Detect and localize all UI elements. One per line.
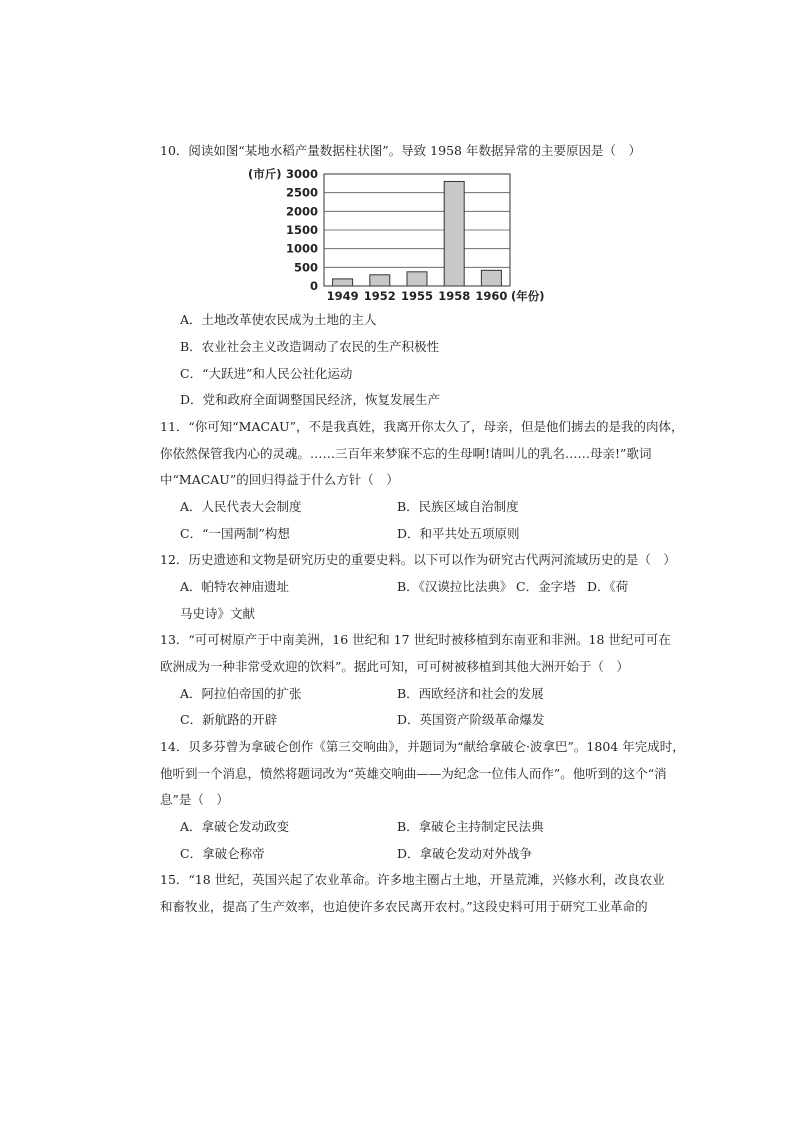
rice-yield-bar-chart bbox=[248, 164, 545, 306]
y-tick-label: 1000 bbox=[285, 241, 318, 256]
q14-option-a: A．拿破仑发动政变 bbox=[180, 819, 290, 834]
q11-option-a: A．人民代表大会制度 bbox=[180, 499, 302, 514]
x-axis-unit-label: (年份) bbox=[511, 289, 545, 303]
question-14-stem-line2: 他听到一个消息，愤然将题词改为“英雄交响曲——为纪念一位伟人而作”。他听到的这个“消 bbox=[160, 766, 667, 781]
q13-option-c: C．新航路的开辟 bbox=[180, 712, 278, 727]
q14-option-c: C．拿破仑称帝 bbox=[180, 846, 265, 861]
chart-svg bbox=[248, 164, 545, 306]
q11-option-b: B．民族区域自治制度 bbox=[397, 499, 519, 514]
question-10-stem: 10．阅读如图“某地水稻产量数据柱状图”。导致 1958 年数据异常的主要原因是（ ） bbox=[160, 143, 641, 158]
question-11-stem-line2: 你依然保管我内心的灵魂。……三百年来梦寐不忘的生母啊!请叫儿的乳名……母亲!”歌词 bbox=[160, 446, 652, 461]
question-14-stem-line1: 14．贝多芬曾为拿破仑创作《第三交响曲》，并题词为“献给拿破仑·波拿巴”。1804 年完成时， bbox=[160, 739, 685, 754]
q12-option-d-part2: 马史诗》文献 bbox=[180, 606, 256, 621]
question-11-stem-line1: 11．“你可知“MACAU”，不是我真姓，我离开你太久了，母亲，但是他们掳去的是我的肉体， bbox=[160, 419, 684, 434]
question-15-stem-line1: 15．“18 世纪，英国兴起了农业革命。许多地主圈占土地，开垦荒滩，兴修水利，改良农业 bbox=[160, 872, 665, 887]
q12-option-c: C．金字塔 bbox=[516, 579, 576, 594]
bar-1958 bbox=[444, 181, 464, 286]
q14-option-d: D．拿破仑发动对外战争 bbox=[397, 846, 533, 861]
x-tick-label: 1958 bbox=[438, 289, 471, 303]
bar-1952 bbox=[370, 275, 390, 286]
x-tick-label: 1955 bbox=[400, 289, 434, 303]
x-tick-label: 1949 bbox=[326, 289, 359, 303]
q11-option-c: C．“一国两制”构想 bbox=[180, 526, 290, 541]
bar-1955 bbox=[407, 272, 427, 286]
q10-option-b: B．农业社会主义改造调动了农民的生产积极性 bbox=[180, 339, 440, 354]
question-15-stem-line2: 和畜牧业，提高了生产效率，也迫使许多农民离开农村。”这段史料可用于研究工业革命的 bbox=[160, 899, 648, 914]
y-tick-label: 1500 bbox=[285, 223, 318, 237]
bar-1960 bbox=[481, 270, 501, 286]
x-tick-label: 1960 bbox=[475, 289, 508, 303]
q13-option-d: D．英国资产阶级革命爆发 bbox=[397, 712, 545, 727]
y-tick-label: 3000 bbox=[285, 167, 318, 181]
y-tick-label: 0 bbox=[309, 279, 318, 293]
q12-option-a: A．帕特农神庙遗址 bbox=[180, 579, 290, 594]
y-tick-label: 2000 bbox=[285, 204, 318, 219]
q10-option-a: A．土地改革使农民成为土地的主人 bbox=[180, 312, 377, 327]
question-13-stem-line1: 13．“可可树原产于中南美洲，16 世纪和 17 世纪时被移植到东南亚和非洲。18 世纪可可在 bbox=[160, 632, 671, 647]
q13-option-a: A．阿拉伯帝国的扩张 bbox=[180, 686, 302, 701]
q12-option-d-part1: D．《荷 bbox=[587, 579, 629, 594]
question-13-stem-line2: 欧洲成为一种非常受欢迎的饮料”。据此可知，可可树被移植到其他大洲开始于（ ） bbox=[160, 659, 629, 674]
q12-option-b: B．《汉谟拉比法典》 bbox=[397, 579, 513, 594]
x-tick-label: 1952 bbox=[363, 289, 396, 303]
q14-option-b: B．拿破仑主持制定民法典 bbox=[397, 819, 544, 834]
question-12-stem: 12．历史遗迹和文物是研究历史的重要史料。以下可以作为研究古代两河流域历史的是（ ） bbox=[160, 552, 676, 567]
y-tick-label: 500 bbox=[293, 260, 318, 275]
y-axis-unit-label: (市斤) bbox=[248, 167, 282, 181]
q10-option-c: C．“大跃进”和人民公社化运动 bbox=[180, 366, 353, 381]
question-14-stem-line3: 息”是（ ） bbox=[160, 792, 229, 807]
q10-option-d: D．党和政府全面调整国民经济，恢复发展生产 bbox=[180, 392, 441, 407]
bar-1949 bbox=[333, 279, 353, 286]
q13-option-b: B．西欧经济和社会的发展 bbox=[397, 686, 544, 701]
y-tick-label: 2500 bbox=[285, 185, 318, 200]
question-11-stem-line3: 中“MACAU”的回归得益于什么方针（ ） bbox=[160, 472, 399, 487]
q11-option-d: D．和平共处五项原则 bbox=[397, 526, 520, 541]
